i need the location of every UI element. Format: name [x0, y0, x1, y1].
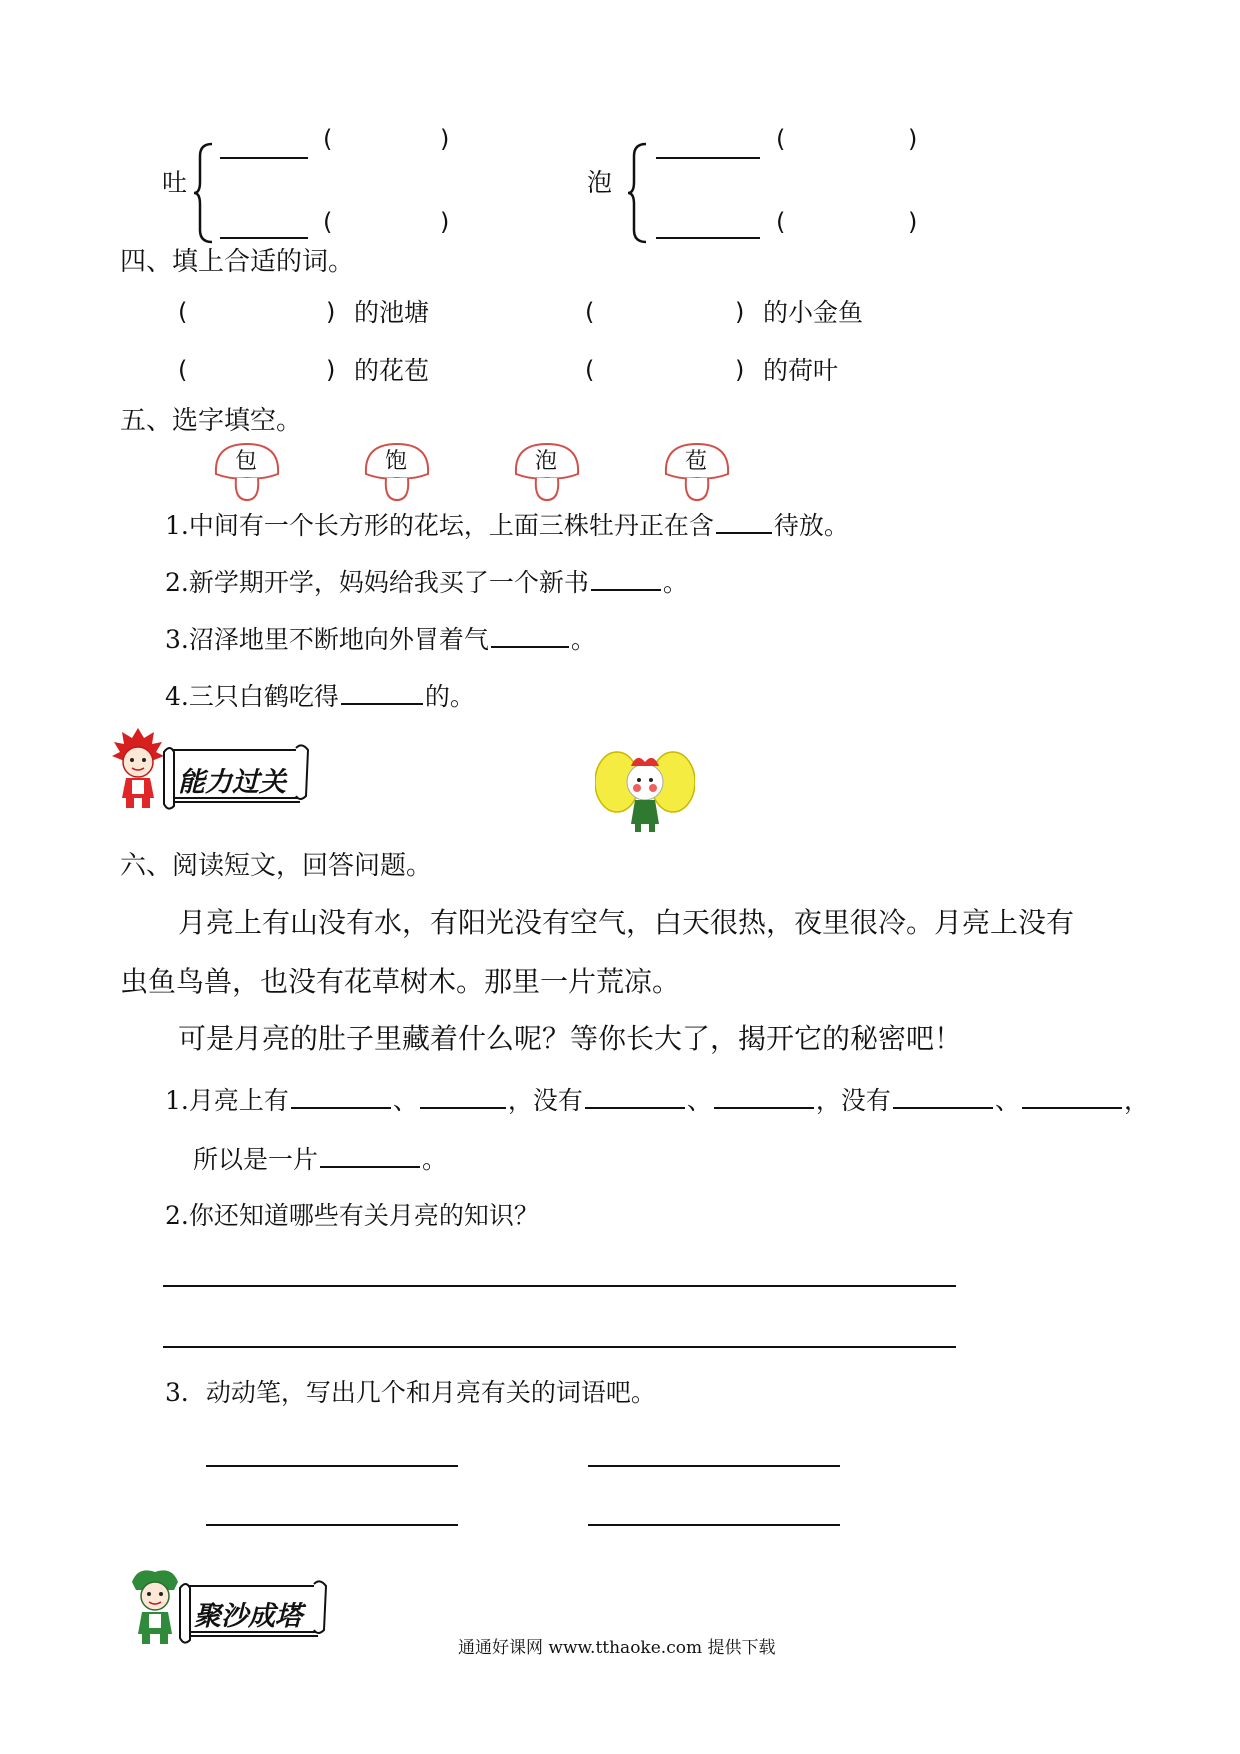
blank-line[interactable]	[491, 622, 569, 648]
reading-paragraph-line: 虫鱼鸟兽，也没有花草树木。那里一片荒凉。	[120, 965, 681, 998]
paren-open: (	[323, 125, 333, 153]
sentence-text: 三只白鹤吃得	[188, 682, 339, 711]
brace-icon	[192, 142, 214, 244]
blank-line[interactable]	[714, 1083, 814, 1109]
banner-title: 聚沙成塔	[194, 1601, 302, 1632]
blank-line[interactable]	[893, 1083, 993, 1109]
question-text: 、	[994, 1086, 1020, 1115]
mascot-fire-icon	[110, 724, 166, 810]
sentence-text: 新学期开学，妈妈给我买了一个新书	[188, 568, 589, 597]
mushroom-char: 包	[235, 449, 258, 474]
paren-close: )	[440, 125, 450, 153]
sentence-text: 的。	[424, 682, 475, 711]
blank-line[interactable]	[420, 1083, 506, 1109]
answer-line[interactable]	[588, 1524, 840, 1526]
sentence-text: 。	[662, 568, 688, 597]
paren-open: (	[776, 208, 786, 236]
blank-line[interactable]	[716, 508, 772, 534]
sentence-text: 。	[570, 625, 596, 654]
blank-line[interactable]	[656, 157, 760, 159]
question-2: 2.你还知道哪些有关月亮的知识？	[165, 1201, 539, 1230]
question-text: 月亮上有	[188, 1086, 289, 1115]
mushroom-char: 饱	[385, 449, 408, 474]
mushroom-char: 苞	[685, 449, 708, 474]
paren-open: (	[323, 208, 333, 236]
brace-char-tu: 吐	[162, 168, 188, 197]
sentence-text: 中间有一个长方形的花坛，上面三株牡丹正在含	[188, 511, 714, 540]
blank-line[interactable]	[220, 157, 308, 159]
paren-open: (	[178, 298, 188, 326]
sentence-1	[165, 508, 849, 541]
question-text: 、	[392, 1086, 418, 1115]
blank-line[interactable]	[220, 237, 308, 239]
section4-heading: 四、填上合适的词。	[120, 247, 355, 277]
reading-paragraph-line: 可是月亮的肚子里藏着什么呢？等你长大了，揭开它的秘密吧！	[178, 1022, 963, 1055]
answer-line[interactable]	[588, 1465, 840, 1467]
mushroom-choice	[362, 440, 432, 504]
butterfly-mascot-icon	[595, 740, 695, 840]
question-text: 所以是一片	[193, 1145, 319, 1174]
answer-line[interactable]	[163, 1285, 956, 1287]
answer-line[interactable]	[206, 1465, 458, 1467]
fill-word-item: 的池塘	[354, 298, 430, 327]
brace-icon	[626, 142, 648, 244]
question-text: 、	[686, 1086, 712, 1115]
paren-close: )	[908, 208, 918, 236]
question-1-line-2	[193, 1142, 447, 1175]
question-text: ，	[1123, 1086, 1149, 1115]
question-3: 3．动动笔，写出几个和月亮有关的词语吧。	[165, 1378, 656, 1407]
blank-line[interactable]	[291, 1083, 391, 1109]
sentence-number: 2.	[165, 568, 189, 597]
fill-word-item: 的小金鱼	[763, 298, 864, 327]
paren-open: (	[178, 356, 188, 384]
blank-line[interactable]	[1022, 1083, 1122, 1109]
paren-close: )	[440, 208, 450, 236]
paren-close: )	[326, 356, 336, 384]
sentence-2	[165, 565, 688, 598]
mascot-green-icon	[128, 1564, 182, 1648]
paren-close: )	[326, 298, 336, 326]
question-text: ，没有	[815, 1086, 891, 1115]
sentence-4	[165, 679, 475, 712]
sentence-number: 4.	[165, 682, 189, 711]
paren-open: (	[585, 356, 595, 384]
mushroom-choice	[662, 440, 732, 504]
banner-title: 能力过关	[178, 767, 286, 798]
paren-close: )	[735, 356, 745, 384]
paren-close: )	[735, 298, 745, 326]
blank-line[interactable]	[591, 565, 661, 591]
section6-heading: 六、阅读短文，回答问题。	[120, 851, 433, 881]
paren-close: )	[908, 125, 918, 153]
mushroom-char: 泡	[535, 449, 558, 474]
sentence-number: 1.	[165, 511, 189, 540]
question-text: 。	[422, 1145, 448, 1174]
question-text: ，没有	[507, 1086, 583, 1115]
brace-char-pao: 泡	[587, 168, 613, 197]
question-number: 1.	[165, 1086, 189, 1115]
fill-word-item: 的花苞	[354, 356, 430, 385]
paren-open: (	[585, 298, 595, 326]
fill-word-item: 的荷叶	[763, 356, 839, 385]
blank-line[interactable]	[656, 237, 760, 239]
mushroom-choice	[512, 440, 582, 504]
mushroom-choice	[212, 440, 282, 504]
blank-line[interactable]	[320, 1142, 420, 1168]
blank-line[interactable]	[585, 1083, 685, 1109]
blank-line[interactable]	[341, 679, 423, 705]
sentence-3	[165, 622, 596, 655]
question-1-line-1	[165, 1083, 1149, 1116]
answer-line[interactable]	[163, 1346, 956, 1348]
sentence-text: 待放。	[773, 511, 849, 540]
sentence-number: 3.	[165, 625, 189, 654]
section5-heading: 五、选字填空。	[120, 406, 303, 436]
reading-paragraph-line: 月亮上有山没有水，有阳光没有空气，白天很热，夜里很冷。月亮上没有	[178, 906, 1075, 939]
sentence-text: 沼泽地里不断地向外冒着气	[188, 625, 489, 654]
footer-credit: 通通好课网 www.tthaoke.com 提供下载	[458, 1638, 776, 1658]
paren-open: (	[776, 125, 786, 153]
answer-line[interactable]	[206, 1524, 458, 1526]
